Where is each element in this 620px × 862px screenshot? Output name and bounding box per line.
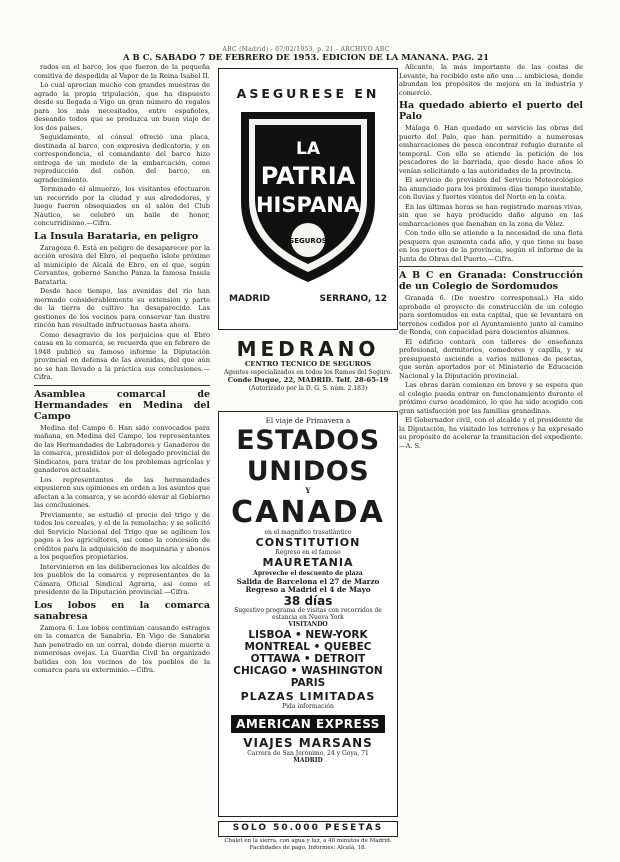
travel-cities: MONTREAL • QUEBEC	[244, 641, 372, 654]
article-paragraph: El edificio contará con talleres de enseñanza profesional, dormitorios, comedores y capilla, y su presupuesto asciende a varios millones de pesetas, que serán aportados por el Ministerio de Educación Nacional y la Diputación provincial.	[399, 337, 583, 380]
travel-limited: PLAZAS LIMITADAS	[240, 690, 376, 704]
article-paragraph: Zaragoza 6. Está en peligro de desaparecer por la acción erosiva del Ebro, el pequeño islote próximo al municipio de Alcalá de Ebro, en el que, según Cervantes, gobernó Sancho Panza la famosa Insula Barataria.	[34, 243, 210, 286]
article-paragraph: En las últimas horas se han registrado mareas vivas, sin que se haya producido daño alguno en las embarcaciones que faenaban en la zona de Vélez.	[399, 202, 583, 228]
ad-travel	[218, 411, 398, 817]
shield-logo-icon	[233, 106, 383, 288]
article-paragraph: Los representantes de las hermandades expusieron sus opiniones en orden a los asuntos que afectan a la comarca, y se acordó elevar al Gobierno las conclusiones.	[34, 475, 210, 509]
travel-reserve: Aproveche el descuento de plaza	[253, 570, 363, 578]
article-paragraph: Intervinieron en las deliberaciones los alcaldes de los pueblos de la comarca y representantes de la Cámara Oficial Sindical Agraria, así como el presidente de la Diputación provincial.—Cifra.	[34, 562, 210, 596]
shield-text-hispana: HISPANA	[255, 193, 361, 217]
medrano-license: (Autorizado por la D. G. S. núm. 2.183)	[248, 384, 368, 392]
ad-bottom-fine: Chalet en la sierra, con agua y luz, a 40 minutos de Madrid. Facilidades de pago. Informes: Alcalá, 18.	[224, 838, 392, 851]
agency-address: Carrera de San Jerónimo, 24 y Goya, 71	[247, 749, 369, 757]
headline-insula: La Insula Barataria, en peligro	[34, 230, 199, 242]
agency-city: MADRID	[293, 756, 323, 764]
ad-medrano	[218, 338, 398, 406]
divider	[34, 385, 210, 386]
travel-info: Pida información	[282, 703, 334, 711]
travel-intro: El viaje de Primavera a	[265, 416, 351, 425]
headline-lobos: Los lobos en la comarca sanabresa	[34, 599, 210, 622]
medrano-name: MEDRANO	[236, 338, 380, 361]
article-paragraph: Lo cual aprecian mucho con grandes muestras de agrado la propia tripulación, que ha dispuesto desde su llegada a Vigo un gran número de regalos para los más necesitados, entre españoles, deseando todos que se produzca un buen viaje de los dos países.	[34, 81, 210, 132]
ad-bottom-headline: SOLO 50.000 PESETAS	[232, 823, 384, 833]
travel-cities: PARIS	[290, 677, 326, 690]
shield-text-la: LA	[296, 139, 320, 159]
left-column	[34, 63, 210, 833]
article-paragraph: Terminado el almuerzo, los visitantes efectuaron un recorrido por la ciudad y sus alrededores, y luego fueron obsequiados en el salón del Club Náutico, se celebró un baile de honor, concurridísimo.—Cifra.	[34, 185, 210, 227]
travel-program: Sugestivo programa de visitas con recorridos de estancia en Nueva York	[234, 607, 382, 622]
ad-city: MADRID	[229, 294, 271, 304]
article-paragraph: Previamente, se estudió el precio del trigo y de todos los cereales, y el de la remolacha; y se solicitó del Servicio Nacional del Trigo que se agilicen los pagos a los agricultores, así como la concesión de créditos para la adquisición de maquinaria y abonos a los pequeños propietarios.	[34, 510, 210, 561]
ad-headline: ASEGURESE EN	[236, 86, 380, 101]
travel-cities: LISBOA • NEW-YORK	[248, 629, 368, 642]
travel-return-intro: Regreso en el famoso	[275, 548, 341, 556]
medrano-subtitle: CENTRO TECNICO DE SEGUROS	[244, 360, 372, 368]
agency-name: VIAJES MARSANS	[243, 735, 373, 750]
article-paragraph: Granada 6. (De nuestro corresponsal.) Ha sido aprobado el proyecto de construcción de un colegio para sordomudos en esta capital, que se levantará en terrenos cedidos por el Ayuntamiento junto al camino de Ronda, con capacidad para doscientos alumnos.	[399, 294, 583, 336]
travel-cities: OTTAWA • DETROIT	[250, 653, 366, 666]
article-paragraph: rados en el barco, los que fueron de la pequeña comitiva de despedida al Vapor de la Reina Isabel II.	[34, 63, 210, 80]
page-header: A B C. SABADO 7 DE FEBRERO DE 1953. EDICION DE LA MAÑANA. PAG. 21	[123, 53, 489, 63]
article-paragraph: Alicante, la más importante de las costas de Levante, ha recibido este año una ... ambiciosa, donde abundan los propósitos de mejora en la industria y comercio.	[399, 63, 583, 97]
ad-patria-hispana	[218, 68, 398, 330]
article-paragraph: El servicio de previsión del Servicio Meteorológico ha anunciado para los próximos días tiempo inestable, con lluvias y fuertes vientos del Norte en la costa.	[399, 176, 583, 201]
article-paragraph: Como desagravio de los perjuicios que el Ebro causa en la comarca, se recuerda que en febrero de 1948 publicó su famoso informe la Diputación provincial en defensa de las avenidas, del que aún no se han llevado a la práctica sus conclusiones.—Cifra.	[34, 330, 210, 381]
travel-country-usa: ESTADOS UNIDOS	[236, 425, 380, 488]
divider	[399, 266, 583, 267]
medrano-address: Conde Duque, 22, MADRID. Telf. 28-65-19	[227, 376, 389, 384]
travel-conj: Y	[305, 486, 311, 496]
travel-days: 38 días	[283, 593, 333, 608]
travel-return: Regreso a Madrid el 4 de Mayo	[245, 585, 371, 595]
article-paragraph: Las obras darán comienzo en breve y se espera que el colegio pueda entrar en funcionamiento durante el próximo curso académico, lo que ha sido acogido con gran satisfacción por las familias granadinas.	[399, 381, 583, 415]
article-paragraph: Málaga 6. Han quedado en servicio las obras del puerto del Palo, que han permitido a numerosas embarcaciones de pesca encontrar refugio durante el temporal. Con ello se atiende la petición de los pescadores de la barriada, que desde hace años lo venían solicitando a las autoridades de la provincia.	[399, 124, 583, 175]
travel-ship-intro: en el magnífico trasatlántico	[264, 529, 352, 537]
article-paragraph: Medina del Campo 6. Han sido convocados para mañana, en Medina del Campo, los representantes de las Hermandades de Labradores y Ganaderos de la comarca, presididos por el delegado provincial de Sindicatos, para tratar de los problemas agrícolas y ganaderos actuales.	[34, 423, 210, 474]
ad-bottom	[218, 821, 398, 837]
right-column	[399, 63, 583, 833]
article-paragraph: Seguidamente, el cónsul ofreció una placa, destinada al barco, con expresiva dedicatoria, y en correspondencia, el comandante del barco hizo entrega de un modelo de la embarcación, como reproducción del cañón del barco, en agradecimiento.	[34, 133, 210, 184]
travel-departure: Salida de Barcelona el 27 de Marzo	[236, 577, 380, 587]
ad-address	[219, 294, 397, 304]
article-paragraph: Zamora 6. Los lobos continúan causando estragos en la comarca de Sanabria. En Vigo de Sanabria han penetrado en un corral, donde dieron muerte a numerosas ovejas. La Guardia Civil ha organizado batidas con los vecinos de los pueblos de la comarca para su exterminio.—Cifra.	[34, 623, 210, 674]
article-paragraph: El Gobernador civil, con el alcalde y el presidente de la Diputación, ha visitado los terrenos y ha expresado su propósito de acelerar la tramitación del expediente.—A. S.	[399, 416, 583, 450]
travel-visiting: VISITANDO	[288, 621, 328, 629]
headline-asamblea: Asamblea comarcal de Hermandades en Medina del Campo	[34, 388, 210, 422]
ad-street: SERRANO, 12	[319, 294, 387, 304]
travel-ship-mauretania: MAURETANIA	[262, 555, 354, 569]
agency-banner: AMERICAN EXPRESS	[231, 715, 385, 733]
travel-cities: CHICAGO • WASHINGTON	[233, 665, 383, 678]
travel-ship-constitution: CONSTITUTION	[255, 536, 361, 550]
article-paragraph: Con todo ello se atiende a la necesidad de una flota pesquera que aumenta cada año, y que tiene su base en los puertos de la provincia, según el informe de la Junta de Obras del Puerto.—Cifra.	[399, 229, 583, 263]
shield-text-seguros: SEGUROS	[289, 237, 327, 245]
headline-granada: A B C en Granada: Construcción de un Colegio de Sordomudos	[399, 270, 583, 292]
article-paragraph: Desde hace tiempo, las avenidas del río han mermado considerablemente su extensión y parte de la tierra de cultivo ha desaparecido. Las gestiones de los vecinos para conservar tan ilustre rincón han resultado infructuosas hasta ahora.	[34, 287, 210, 329]
archive-line: ABC (Madrid) - 07/02/1953, p. 21 - ARCHIVO ABC	[222, 46, 390, 53]
travel-country-canada: CANADA	[231, 494, 385, 530]
medrano-line: Agentes especializados en todos los Ramos del Seguro.	[223, 368, 393, 376]
shield-text-patria: PATRIA	[260, 162, 356, 190]
headline-puerto: Ha quedado abierto el puerto del Palo	[399, 100, 583, 122]
